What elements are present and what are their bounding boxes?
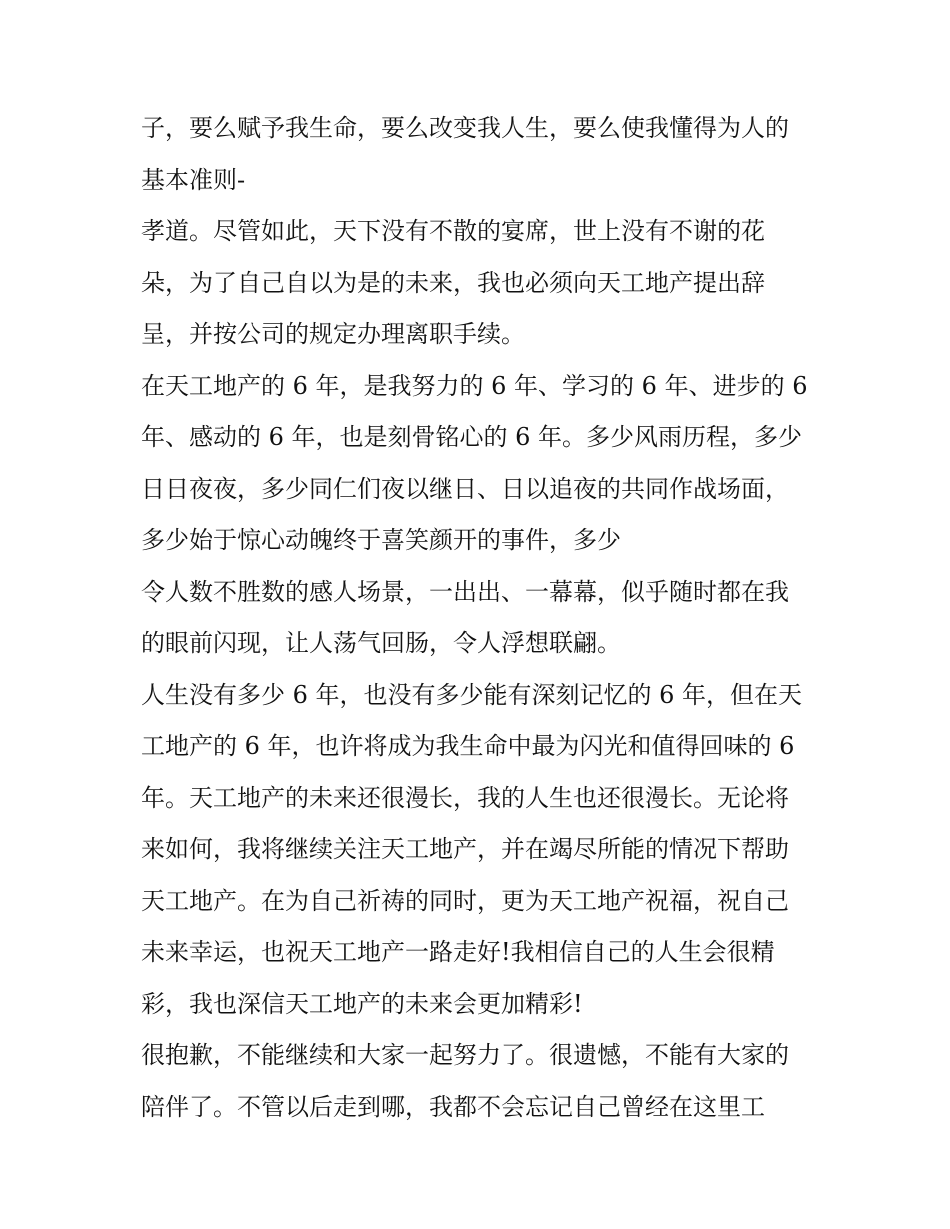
text-line: 天工地产。在为自己祈祷的同时，更为天工地产祝福，祝自己: [141, 886, 789, 915]
text-line: 基本准则-: [141, 165, 246, 194]
text-line: 呈，并按公司的规定办理离职手续。: [141, 320, 525, 348]
text-line: 令人数不胜数的感人场景，一出出、一幕幕，似乎随时都在我: [141, 577, 789, 606]
text-line: 年、感动的 6 年，也是刻骨铭心的 6 年。多少风雨历程，多少: [141, 423, 803, 451]
body-text: [141, 103, 821, 1133]
text-line: 未来幸运，也祝天工地产一路走好!我相信自己的人生会很精: [141, 938, 775, 966]
text-line: 朵，为了自己自以为是的未来，我也必须向天工地产提出辞: [141, 268, 765, 297]
text-line: 人生没有多少 6 年，也没有多少能有深刻记忆的 6 年，但在天: [141, 680, 803, 709]
text-line: 很抱歉，不能继续和大家一起努力了。很遗憾，不能有大家的: [141, 1041, 789, 1069]
text-line: 陪伴了。不管以后走到哪，我都不会忘记自己曾经在这里工: [141, 1092, 765, 1121]
text-line: 来如何，我将继续关注天工地产，并在竭尽所能的情况下帮助: [141, 835, 789, 863]
text-line: 彩，我也深信天工地产的未来会更加精彩!: [141, 989, 583, 1018]
text-line: 日日夜夜，多少同仁们夜以继日、日以追夜的共同作战场面，: [141, 474, 789, 503]
text-line: 工地产的 6 年，也许将成为我生命中最为闪光和值得回味的 6: [141, 732, 795, 760]
text-line: 子，要么赋予我生命，要么改变我人生，要么使我懂得为人的: [141, 114, 789, 142]
text-line: 年。天工地产的未来还很漫长，我的人生也还很漫长。无论将: [141, 783, 789, 812]
text-line: 多少始于惊心动魄终于喜笑颜开的事件，多少: [141, 526, 621, 554]
text-line: 孝道。尽管如此，天下没有不散的宴席，世上没有不谢的花: [141, 217, 765, 245]
text-line: 在天工地产的 6 年，是我努力的 6 年、学习的 6 年、进步的 6: [141, 371, 808, 400]
text-line: 的眼前闪现，让人荡气回肠，令人浮想联翩。: [141, 629, 621, 657]
